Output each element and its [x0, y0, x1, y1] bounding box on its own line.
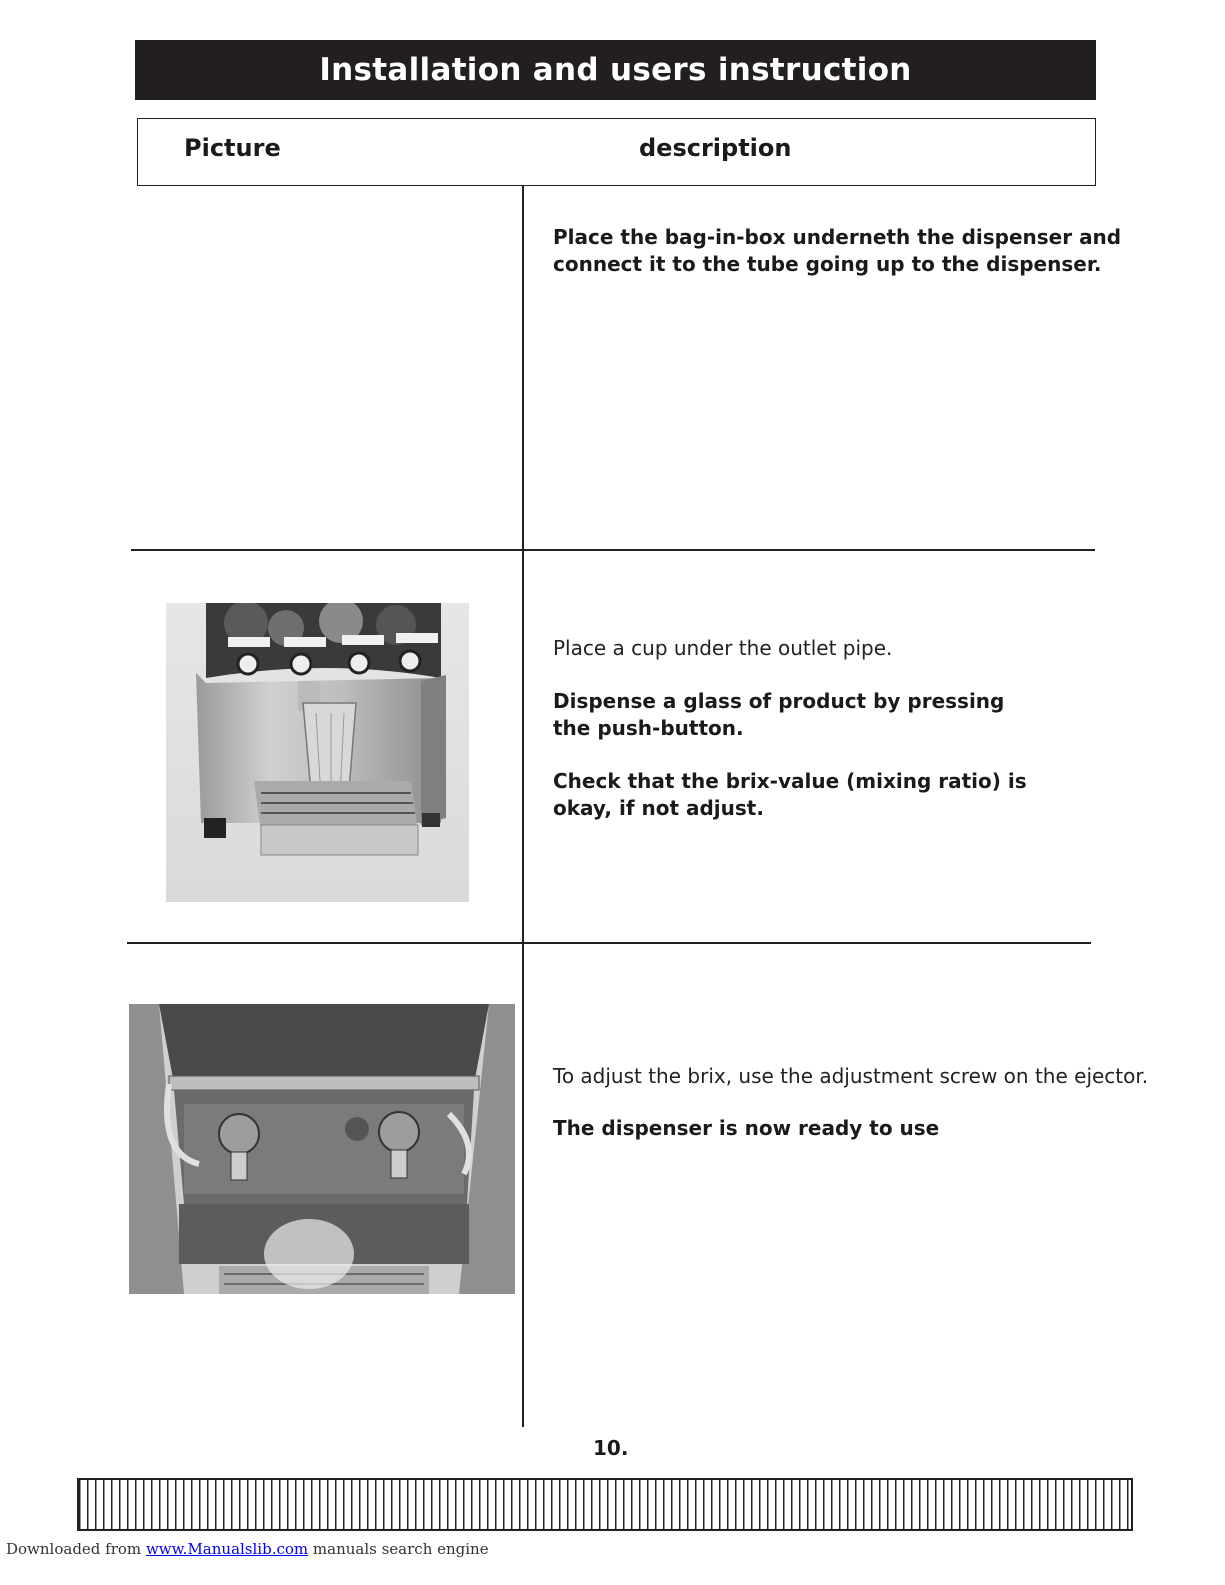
download-footer — [6, 1540, 489, 1558]
manualslib-link[interactable]: www.Manualslib.com — [145, 1540, 309, 1558]
barcode-strip — [77, 1478, 1133, 1531]
row1-line2: connect it to the tube going up to the dispenser. — [553, 252, 1102, 276]
column-header-box — [137, 118, 1096, 186]
row-divider — [127, 942, 1091, 944]
column-divider — [522, 185, 524, 1427]
page-number: 10. — [593, 1436, 629, 1460]
footer-suffix: manuals search engine — [312, 1540, 489, 1558]
column-header-description: description — [639, 134, 792, 162]
row2-step-place-cup: Place a cup under the outlet pipe. — [553, 636, 893, 660]
row2-dispense-line2: the push-button. — [553, 716, 744, 740]
page-title-text: Installation and users instruction — [319, 52, 912, 88]
row2-step-dispense — [553, 688, 1004, 742]
row1-description — [553, 224, 1121, 278]
row2-dispense-line1: Dispense a glass of product by pressing — [553, 689, 1005, 713]
row2-step-check-brix — [553, 768, 1027, 822]
ejector-adjustment-photo — [129, 1004, 515, 1294]
row1-line1: Place the bag-in-box underneth the dispenser and — [553, 225, 1122, 249]
row2-check-line2: okay, if not adjust. — [553, 796, 764, 820]
row-divider — [131, 549, 1095, 551]
row2-check-line1: Check that the brix-value (mixing ratio) is — [553, 769, 1027, 793]
dispenser-glass-photo — [166, 603, 469, 902]
row3-step-ready: The dispenser is now ready to use — [553, 1116, 940, 1140]
row3-step-adjust-brix: To adjust the brix, use the adjustment screw on the ejector. — [553, 1064, 1149, 1088]
page-title — [135, 40, 1096, 100]
column-header-picture: Picture — [184, 134, 281, 162]
footer-prefix: Downloaded from — [6, 1540, 142, 1558]
